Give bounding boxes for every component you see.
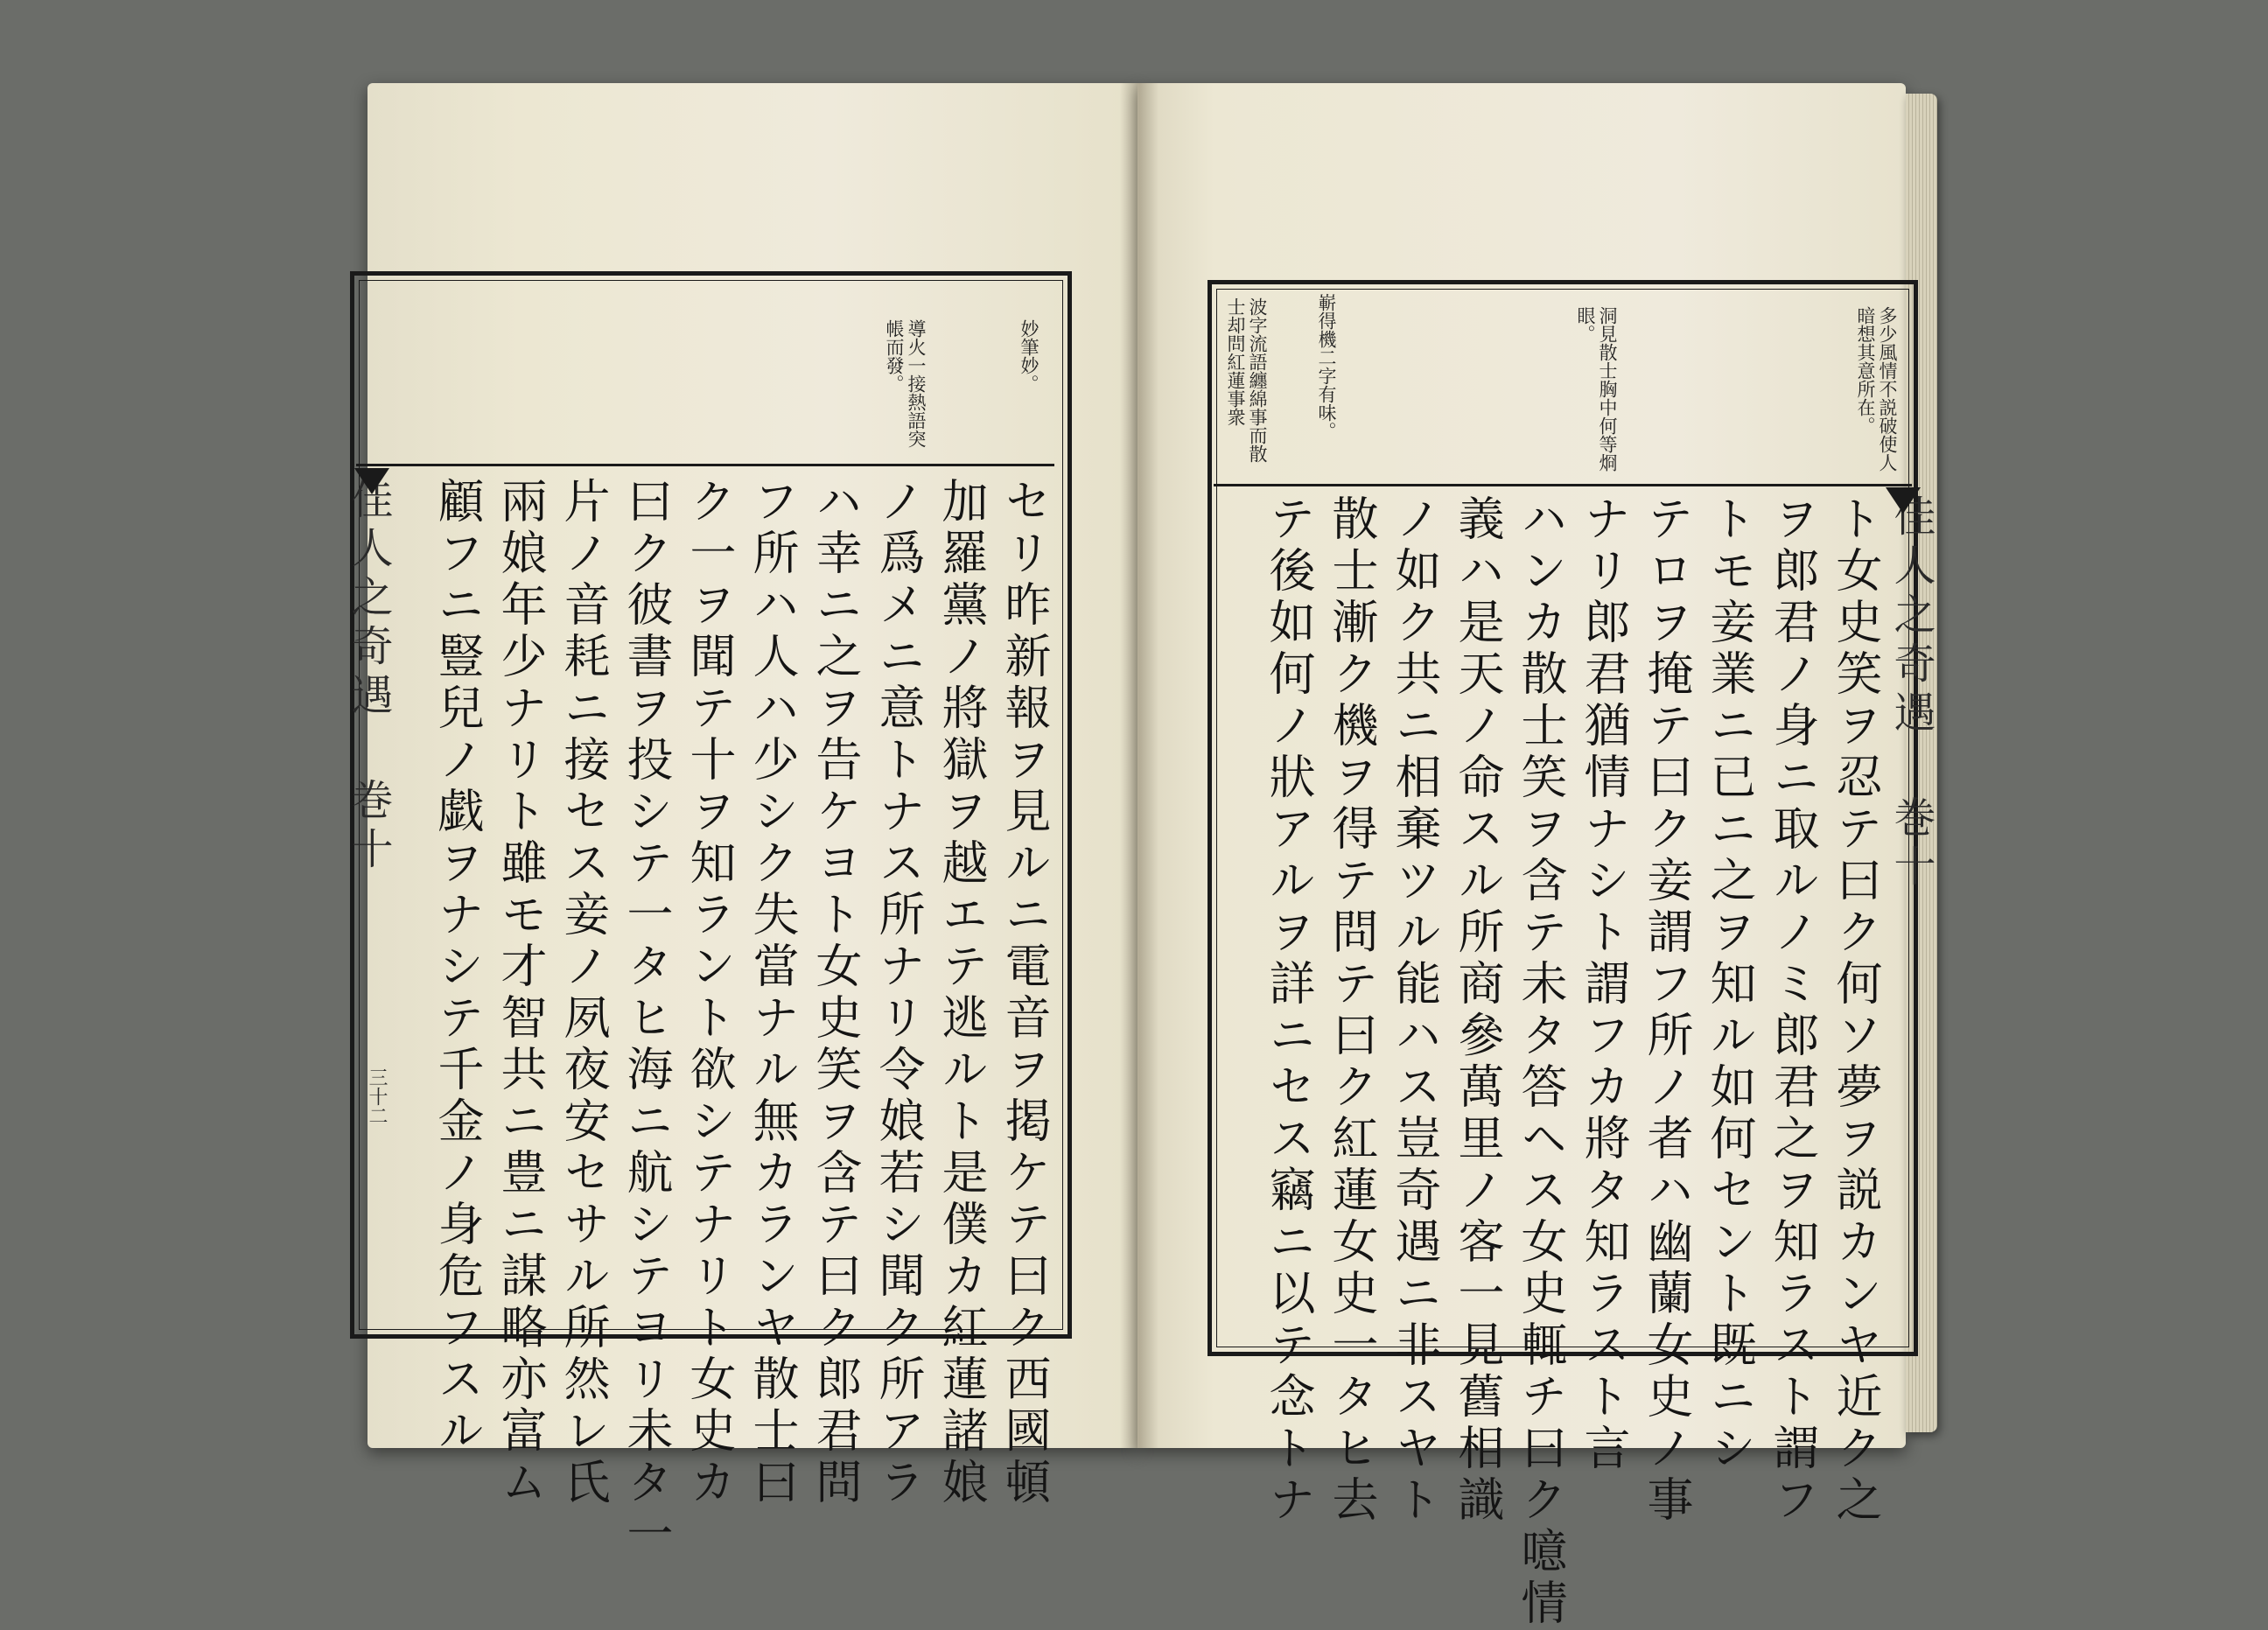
right-col-6: ハンカ散士笑ヲ含テ未タ答ヘス女史輒チ曰ク噫情 xyxy=(1514,494,1567,1630)
left-col-7: 曰ク彼書ヲ投シテ一タヒ海ニ航シテヨリ未タ一 xyxy=(620,477,673,1561)
right-col-4: テロヲ掩テ曰ク妾謂フ所ノ者ハ幽蘭女史ノ事 xyxy=(1640,494,1693,1527)
right-col-7: 義ハ是天ノ命スル所商參萬里ノ客一見舊相識 xyxy=(1451,494,1504,1527)
right-col-5: ナリ郎君猶情ナシト謂フカ將タ知ラスト言 xyxy=(1577,494,1630,1475)
left-col-8: 片ノ音耗ニ接セス妾ノ夙夜安セサル所然レ氏 xyxy=(556,477,610,1509)
left-page-number: 三十二 xyxy=(366,1067,388,1125)
left-col-3: ノ爲メニ意トナス所ナリ令娘若シ聞ク所アラ xyxy=(872,477,925,1509)
open-book xyxy=(344,83,1938,1630)
right-col-3: トモ妾業ニ已ニ之ヲ知ル如何セント既ニシ xyxy=(1703,494,1756,1475)
left-note-1: 妙筆妙。 xyxy=(1018,319,1040,393)
right-note-4: 波字流語纏綿事而散士却問紅蓮事衆 xyxy=(1225,297,1268,463)
left-col-5: フ所ハ人ハ少シク失當ナル無カランヤ散士曰 xyxy=(746,477,799,1509)
right-note-3: 嶄得機二字有味。 xyxy=(1316,293,1337,440)
right-col-2: ヲ郎君ノ身ニ取ルノミ郎君之ヲ知ラスト謂フ xyxy=(1766,494,1819,1527)
right-fishtail-mark xyxy=(1886,487,1921,514)
left-col-1: セリ昨新報ヲ見ルニ電音ヲ掲ケテ曰ク西國頓 xyxy=(998,477,1051,1509)
right-col-9: 散士漸ク機ヲ得テ問テ曰ク紅蓮女史一タヒ去 xyxy=(1325,494,1378,1527)
book-spine xyxy=(1120,83,1158,1448)
left-running-heading: 佳人之奇遇 巻十 xyxy=(344,477,393,876)
right-col-8: ノ如ク共ニ相棄ツル能ハス豈奇遇ニ非スヤト xyxy=(1388,494,1441,1527)
left-col-4: ハ幸ニ之ヲ告ケヨト女史笑ヲ含テ曰ク郎君問 xyxy=(808,477,862,1509)
left-col-10: 顧フニ豎兒ノ戯ヲナシテ千金ノ身危フスル xyxy=(430,477,484,1458)
left-col-6: ク一ヲ聞テ十ヲ知ラント欲シテナリト女史カ xyxy=(682,477,736,1509)
right-header-divider xyxy=(1214,484,1912,486)
right-col-1: ト女史笑ヲ忍テ曰ク何ソ夢ヲ説カンヤ近ク之 xyxy=(1829,494,1882,1527)
right-col-10: テ後如何ノ狀アルヲ詳ニセス竊ニ以テ念トナ xyxy=(1262,494,1315,1527)
right-running-heading: 佳人之奇遇 巻十 xyxy=(1886,494,1936,893)
left-col-2: 加羅黨ノ將獄ヲ越エテ逃ルト是僕カ紅蓮諸娘 xyxy=(934,477,988,1509)
left-header-divider xyxy=(356,464,1054,466)
right-note-1: 多少風情不説破使人暗想其意所在。 xyxy=(1855,306,1898,472)
left-note-2: 導火一接熱語突帳而發。 xyxy=(884,319,927,448)
left-col-9: 兩娘年少ナリト雖モ才智共ニ豊ニ謀略亦富ム xyxy=(494,477,547,1509)
left-fishtail-mark xyxy=(354,468,389,494)
right-note-2: 洞見散士胸中何等烱眼。 xyxy=(1575,306,1618,472)
